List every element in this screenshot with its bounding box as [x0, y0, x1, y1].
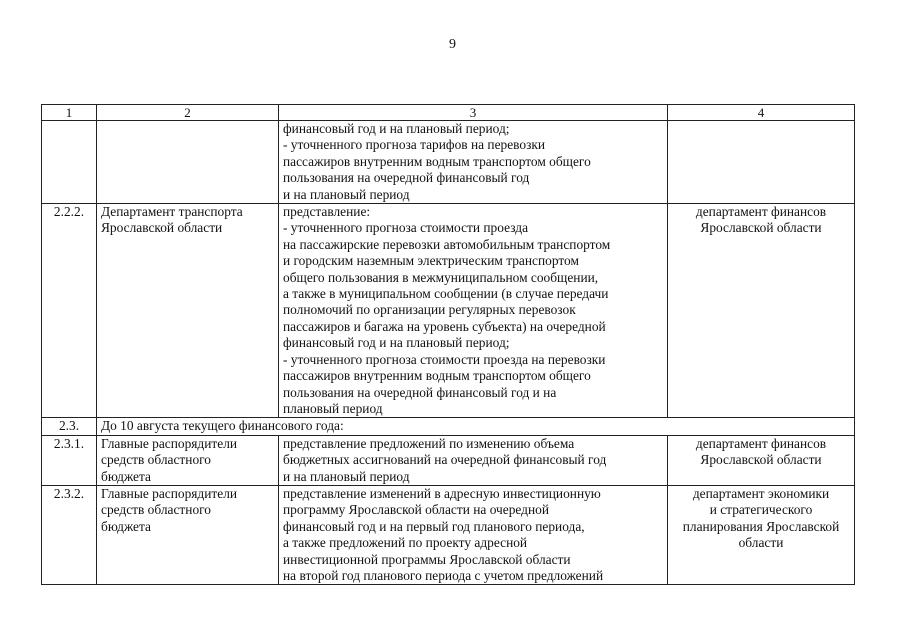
row-recipient	[668, 204, 855, 418]
content-line: на второй год планового периода с учетом предложений	[283, 567, 604, 583]
table-row	[42, 121, 855, 204]
row-number	[42, 121, 97, 204]
content-line: финансовый год и на плановый период;	[283, 335, 510, 351]
content-line: инвестиционной программы Ярославской области	[283, 551, 571, 567]
content-line: а также в муниципальном сообщении (в случае передачи	[283, 286, 609, 302]
body-line: Главные распорядители	[101, 485, 238, 501]
table-row	[42, 204, 855, 418]
body-line: средств областного	[101, 452, 211, 468]
recipient-line: департамент финансов	[695, 204, 827, 220]
row-number: 2.3.1.	[42, 435, 97, 485]
content-line: и на плановый период	[283, 468, 410, 484]
content-line: и на плановый период	[283, 186, 410, 202]
row-content	[279, 204, 668, 418]
content-line: пассажиров внутренним водным транспортом общего	[283, 153, 591, 169]
content-line: плановый период	[283, 400, 383, 416]
row-body	[97, 485, 279, 584]
recipient-line: области	[738, 535, 784, 551]
content-line: пользования на очередной финансовый год и на	[283, 384, 557, 400]
row-body	[97, 121, 279, 204]
body-line: бюджета	[101, 468, 151, 484]
row-content	[279, 485, 668, 584]
body-line: средств областного	[101, 502, 211, 518]
header-col-1: 1	[42, 105, 97, 121]
row-number: 2.3.2.	[42, 485, 97, 584]
row-recipient	[668, 435, 855, 485]
row-content	[279, 435, 668, 485]
table-row	[42, 485, 855, 584]
row-recipient	[668, 485, 855, 584]
table-row	[42, 435, 855, 485]
body-line: Главные распорядители	[101, 435, 238, 451]
recipient-line: Ярославской области	[700, 220, 822, 236]
body-line: Ярославской области	[101, 220, 223, 236]
content-line: представление:	[283, 204, 371, 220]
row-content	[279, 121, 668, 204]
content-line: - уточненного прогноза стоимости проезда	[283, 220, 529, 236]
budget-schedule-table	[41, 104, 855, 585]
content-line: пользования на очередной финансовый год	[283, 170, 530, 186]
content-line: на пассажирские перевозки автомобильным транспортом	[283, 236, 611, 252]
content-line: финансовый год и на первый год планового периода,	[283, 518, 585, 534]
recipient-line: департамент экономики	[692, 485, 830, 501]
row-body	[97, 204, 279, 418]
table-header-row	[42, 105, 855, 121]
content-line: - уточненного прогноза стоимости проезда на перевозки	[283, 351, 606, 367]
recipient-line: департамент финансов	[695, 435, 827, 451]
row-number: 2.2.2.	[42, 204, 97, 418]
recipient-line: планирования Ярославской	[682, 518, 840, 534]
content-line: а также предложений по проекту адресной	[283, 535, 528, 551]
section-row	[42, 418, 855, 435]
content-line: - уточненного прогноза тарифов на перевозки	[283, 137, 546, 153]
content-line: пассажиров и багажа на уровень субъекта) на очередной	[283, 318, 606, 334]
body-line: бюджета	[101, 518, 151, 534]
content-line: полномочий по организации регулярных перевозок	[283, 302, 576, 318]
row-recipient	[668, 121, 855, 204]
content-line: финансовый год и на плановый период;	[283, 121, 510, 136]
body-line: Департамент транспорта	[101, 204, 243, 220]
content-line: программу Ярославской области на очередной	[283, 502, 550, 518]
content-line: представление изменений в адресную инвестиционную	[283, 485, 601, 501]
section-title: До 10 августа текущего финансового года:	[97, 418, 855, 435]
content-line: бюджетных ассигнований на очередной финансовый год	[283, 452, 607, 468]
page-number: 9	[449, 37, 456, 52]
content-line: представление предложений по изменению объема	[283, 435, 575, 451]
content-line: общего пользования в межмуниципальном сообщении,	[283, 269, 599, 285]
row-number: 2.3.	[42, 418, 97, 435]
recipient-line: Ярославской области	[700, 452, 822, 468]
row-body	[97, 435, 279, 485]
header-col-2: 2	[97, 105, 279, 121]
header-col-3: 3	[279, 105, 668, 121]
header-col-4: 4	[668, 105, 855, 121]
content-line: и городским наземным электрическим транспортом	[283, 253, 579, 269]
content-line: пассажиров внутренним водным транспортом общего	[283, 368, 591, 384]
recipient-line: и стратегического	[709, 502, 813, 518]
